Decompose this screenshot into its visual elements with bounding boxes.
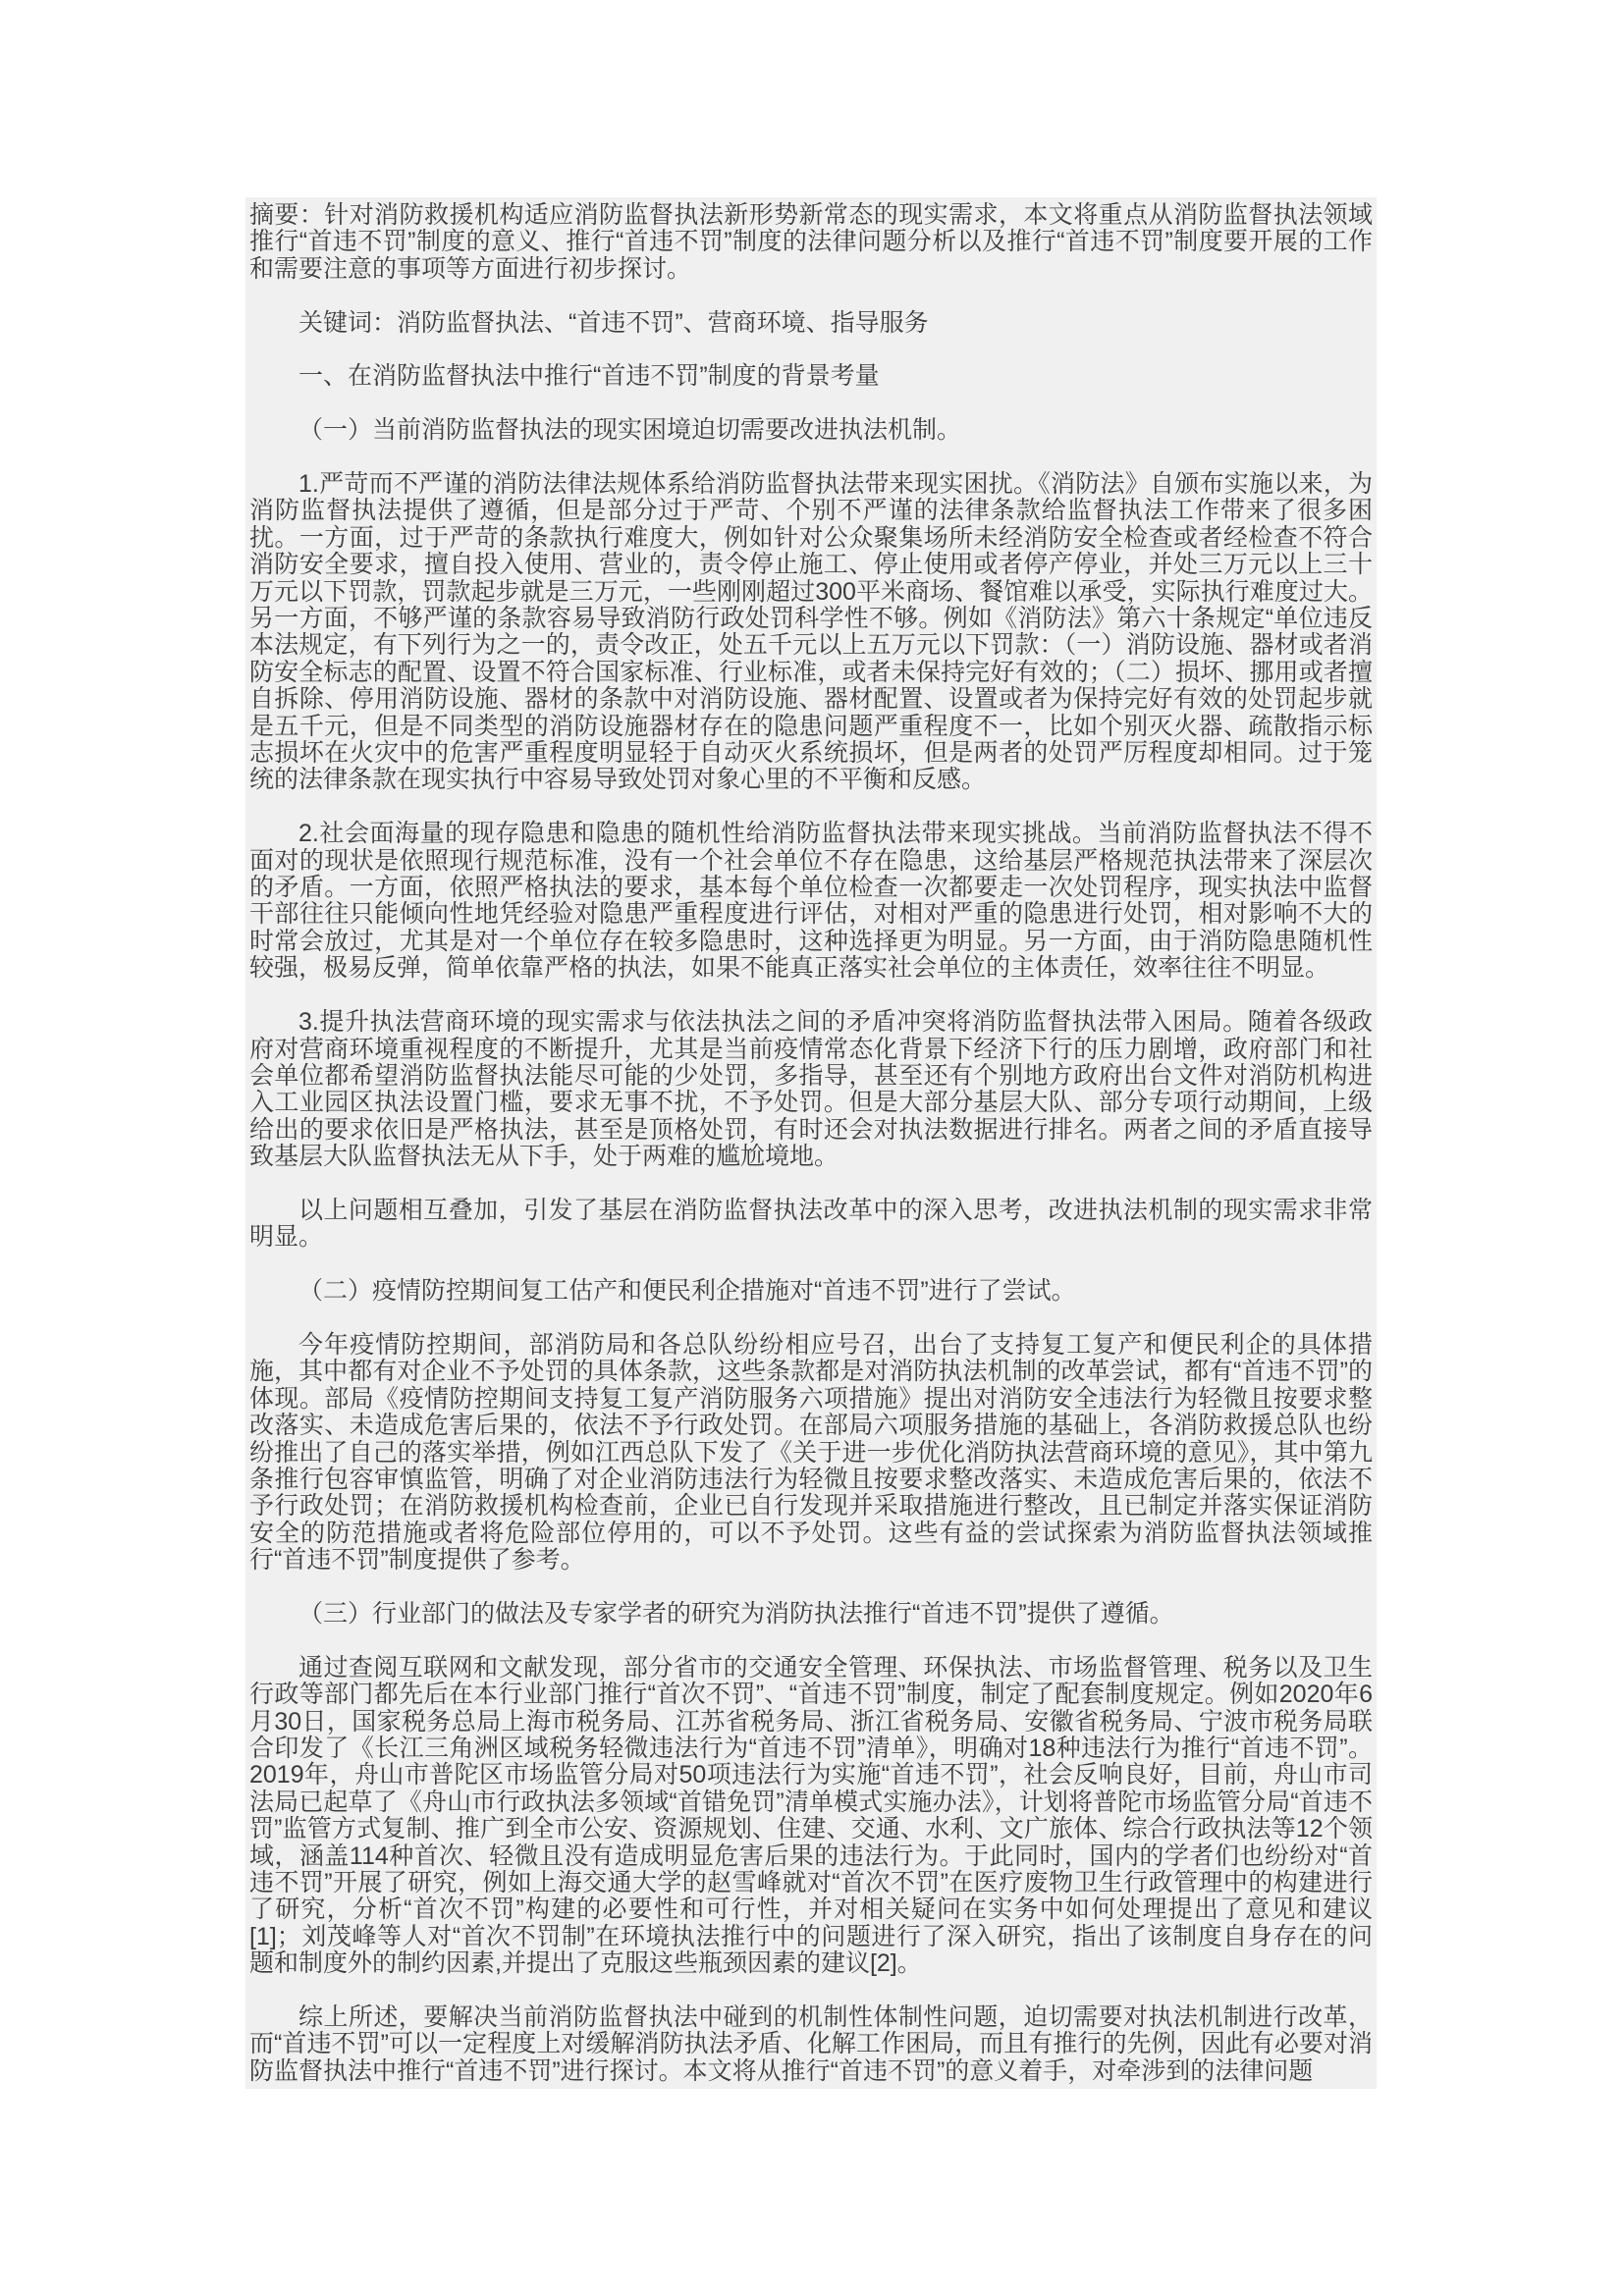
paragraph: 一、在消防监督执法中推行“首违不罚”制度的背景考量 xyxy=(298,362,880,391)
paragraph: 通过查阅互联网和文献发现，部分省市的交通安全管理、环保执法、市场监督管理、税务以及卫生行政等部门都先后在本行业部门推行“首次不罚”、“首违不罚”制度，制定了配套制度规定。例如2020年6月30日，国家税务总局上海市税务局、江苏省税务局、浙江省税务局、安徽省税务局、宁波市税务局联合印发了《长江三角洲区域税务轻微违法行为“首违不罚”清单》，明确对18种违法行为推行“首违不罚”。2019年，舟山市普陀区市场监管分局对50项违法行为实施“首违不罚”，社会反响良好，目前，舟山市司法局已起草了《舟山市行政执法多领域“首错免罚”清单模式实施办法》，计划将普陀市场监管分局“首违不罚”监管方式复制、推广到全市公安、资源规划、住建、交通、水利、文广旅体、综合行政执法等12个领域，涵盖114种首次、轻微且没有造成明显危害后果的违法行为。于此同时，国内的学者们也纷纷对“首违不罚”开展了研究，例如上海交通大学的赵雪峰就对“首次不罚”在医疗废物卫生行政管理中的构建进行了研究，分析“首次不罚”构建的必要性和可行性，并对相关疑问在实务中如何处理提出了意见和建议[1]；刘茂峰等人对“首次不罚制”在环境执法推行中的问题进行了深入研究，指出了该制度自身存在的问题和制度外的制约因素,并提出了克服这些瓶颈因素的建议[2]。 xyxy=(249,1653,1373,1978)
paragraph: 综上所述，要解决当前消防监督执法中碰到的机制性体制性问题，迫切需要对执法机制进行改革，而“首违不罚”可以一定程度上对缓解消防执法矛盾、化解工作困局，而且有推行的先例，因此有必要对消防监督执法中推行“首违不罚”进行探讨。本文将从推行“首违不罚”的意义着手，对牵涉到的法律问题 xyxy=(249,2003,1373,2085)
paragraph: 摘要：针对消防救援机构适应消防监督执法新形势新常态的现实需求，本文将重点从消防监督执法领域推行“首违不罚”制度的意义、推行“首违不罚”制度的法律问题分析以及推行“首违不罚”制度要开展的工作和需要注意的事项等方面进行初步探讨。 xyxy=(249,201,1373,283)
paragraph: （一）当前消防监督执法的现实困境迫切需要改进执法机制。 xyxy=(298,416,962,445)
paragraph: 1.严苛而不严谨的消防法律法规体系给消防监督执法带来现实困扰。《消防法》自颁布实施以来，为消防监督执法提供了遵循，但是部分过于严苛、个别不严谨的法律条款给监督执法工作带来了很多困扰。一方面，过于严苛的条款执行难度大，例如针对公众聚集场所未经消防安全检查或者经检查不符合消防安全要求，擅自投入使用、营业的，责令停止施工、停止使用或者停产停业，并处三万元以上三十万元以下罚款，罚款起步就是三万元，一些刚刚超过300平米商场、餐馆难以承受，实际执行难度过大。另一方面，不够严谨的条款容易导致消防行政处罚科学性不够。例如《消防法》第六十条规定“单位违反本法规定，有下列行为之一的，责令改正，处五千元以上五万元以下罚款：（一）消防设施、器材或者消防安全标志的配置、设置不符合国家标准、行业标准，或者未保持完好有效的；（二）损坏、挪用或者擅自拆除、停用消防设施、器材的条款中对消防设施、器材配置、设置或者为保持完好有效的处罚起步就是五千元，但是不同类型的消防设施器材存在的隐患问题严重程度不一，比如个别灭火器、疏散指示标志损坏在火灾中的危害严重程度明显轻于自动灭火系统损坏，但是两者的处罚严厉程度却相同。过于笼统的法律条款在现实执行中容易导致处罚对象心里的不平衡和反感。 xyxy=(249,470,1373,794)
document-text-block xyxy=(245,197,1377,2089)
paragraph: 3.提升执法营商环境的现实需求与依法执法之间的矛盾冲突将消防监督执法带入困局。随着各级政府对营商环境重视程度的不断提升，尤其是当前疫情常态化背景下经济下行的压力剧增，政府部门和社会单位都希望消防监督执法能尽可能的少处罚，多指导，甚至还有个别地方政府出台文件对消防机构进入工业园区执法设置门槛，要求无事不扰，不予处罚。但是大部分基层大队、部分专项行动期间，上级给出的要求依旧是严格执法，甚至是顶格处罚，有时还会对执法数据进行排名。两者之间的矛盾直接导致基层大队监督执法无从下手，处于两难的尴尬境地。 xyxy=(249,1008,1373,1171)
paragraph: 以上问题相互叠加，引发了基层在消防监督执法改革中的深入思考，改进执法机制的现实需求非常明显。 xyxy=(249,1196,1373,1252)
paragraph: 2.社会面海量的现存隐患和隐患的随机性给消防监督执法带来现实挑战。当前消防监督执法不得不面对的现状是依照现行规范标准，没有一个社会单位不存在隐患，这给基层严格规范执法带来了深层次的矛盾。一方面，依照严格执法的要求，基本每个单位检查一次都要走一次处罚程序，现实执法中监督干部往往只能倾向性地凭经验对隐患严重程度进行评估，对相对严重的隐患进行处罚，相对影响不大的时常会放过，尤其是对一个单位存在较多隐患时，这种选择更为明显。另一方面，由于消防隐患随机性较强，极易反弹，简单依靠严格的执法，如果不能真正落实社会单位的主体责任，效率往往不明显。 xyxy=(249,820,1373,983)
paragraph: （二）疫情防控期间复工估产和便民利企措施对“首违不罚”进行了尝试。 xyxy=(298,1277,1076,1306)
paragraph: 今年疫情防控期间，部消防局和各总队纷纷相应号召，出台了支持复工复产和便民利企的具体措施，其中都有对企业不予处罚的具体条款，这些条款都是对消防执法机制的改革尝试，都有“首违不罚”的体现。部局《疫情防控期间支持复工复产消防服务六项措施》提出对消防安全违法行为轻微且按要求整改落实、未造成危害后果的，依法不予行政处罚。在部局六项服务措施的基础上，各消防救援总队也纷纷推出了自己的落实举措，例如江西总队下发了《关于进一步优化消防执法营商环境的意见》，其中第九条推行包容审慎监管，明确了对企业消防违法行为轻微且按要求整改落实、未造成危害后果的，依法不予行政处罚；在消防救援机构检查前，企业已自行发现并采取措施进行整改，且已制定并落实保证消防安全的防范措施或者将危险部位停用的，可以不予处罚。这些有益的尝试探索为消防监督执法领域推行“首违不罚”制度提供了参考。 xyxy=(249,1330,1373,1575)
paragraph: （三）行业部门的做法及专家学者的研究为消防执法推行“首违不罚”提供了遵循。 xyxy=(298,1599,1174,1628)
paragraph: 关键词：消防监督执法、“首违不罚”、营商环境、指导服务 xyxy=(298,308,929,337)
